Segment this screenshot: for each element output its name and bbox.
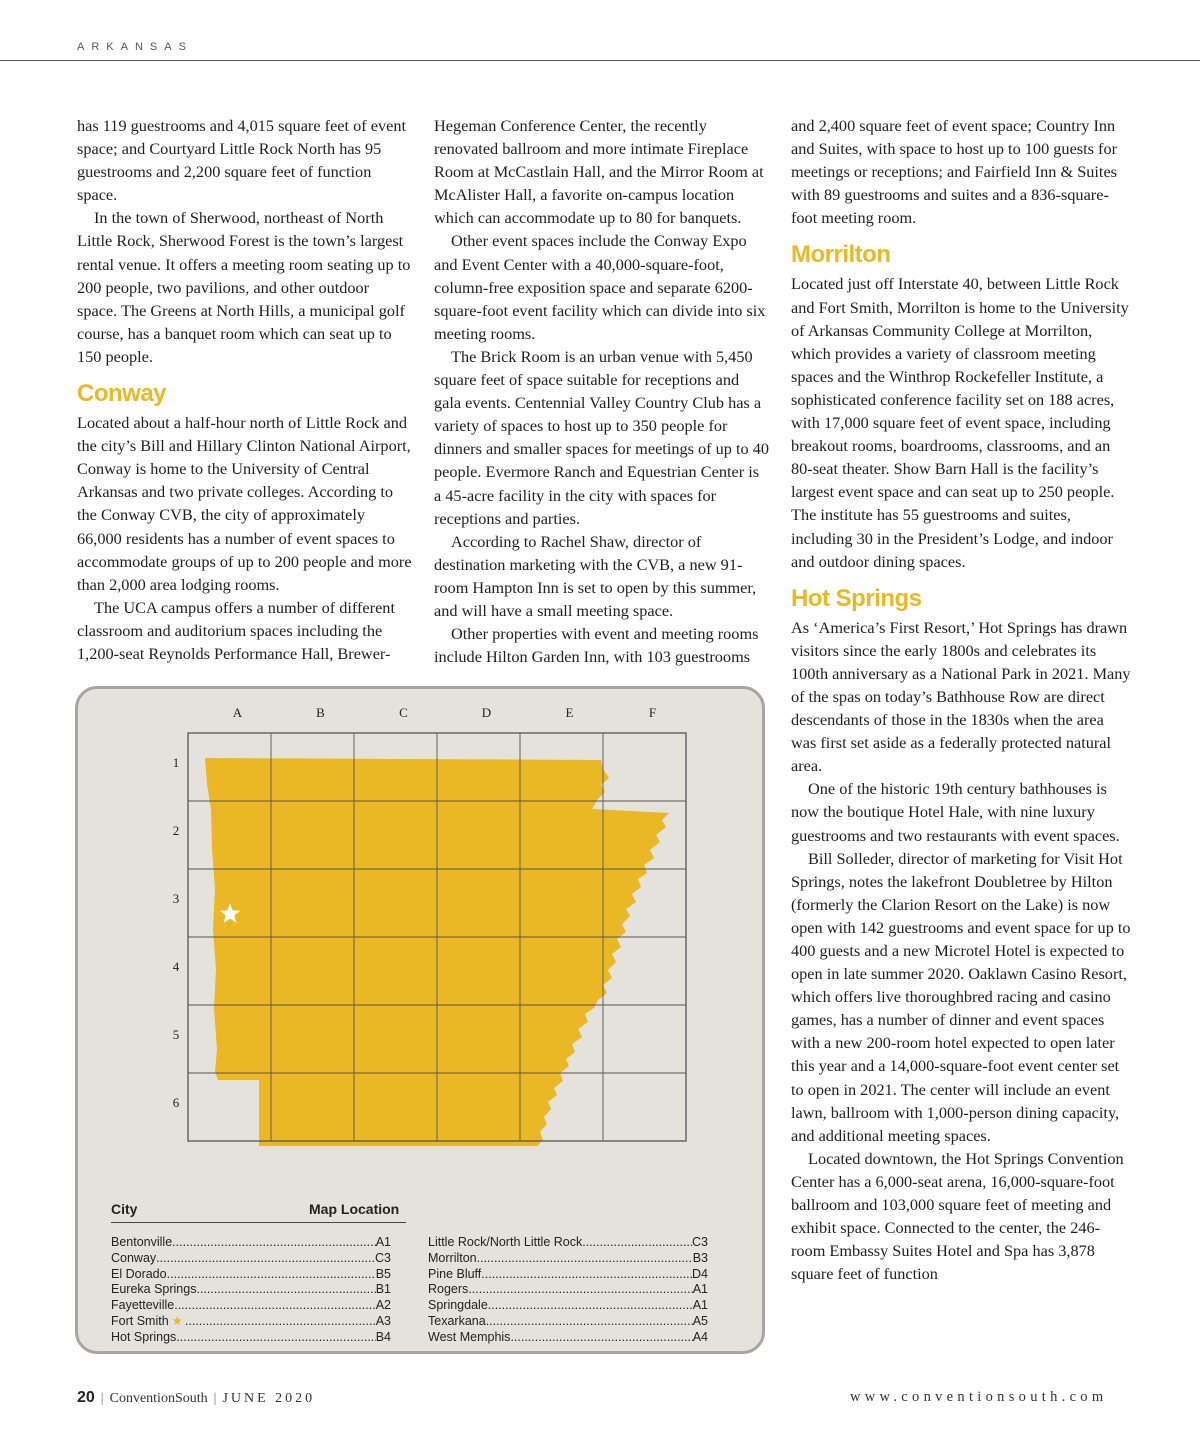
legend-location: A1	[692, 1298, 708, 1313]
website-url: www.conventionsouth.com	[850, 1389, 1108, 1405]
issue-date: JUNE 2020	[222, 1391, 316, 1406]
leader-dots	[176, 1330, 375, 1346]
map-row-label: 1	[172, 755, 180, 770]
map-row-label: 4	[172, 959, 180, 974]
legend-row	[111, 1298, 391, 1314]
legend-location: A4	[692, 1329, 708, 1344]
paragraph: has 119 guestrooms and 4,015 square feet of event space; and Courtyard Little Rock North has 95 guestrooms and 2,200 square feet of function space.	[77, 116, 407, 205]
map-column-label: E	[565, 705, 574, 720]
section-heading-morrilton: Morrilton	[791, 241, 891, 269]
legend-header-location: Map Location	[309, 1201, 400, 1217]
page-number: 20	[77, 1389, 95, 1406]
legend-location: A3	[375, 1313, 391, 1328]
map-column-label: F	[648, 705, 657, 720]
legend-location: C3	[692, 1235, 708, 1249]
legend-divider	[111, 1222, 406, 1223]
legend-location: A5	[692, 1313, 708, 1328]
page-header	[0, 0, 1200, 61]
map-row-label: 3	[172, 891, 180, 906]
paragraph: The UCA campus offers a number of different classroom and auditorium spaces including the 1,200-seat Reynolds Performance Hall, Brewer-	[77, 597, 395, 663]
legend-row	[428, 1235, 708, 1251]
legend-row	[428, 1314, 708, 1330]
legend-row	[111, 1251, 391, 1267]
legend-city: West Memphis	[428, 1329, 511, 1344]
arkansas-map-panel	[75, 686, 765, 1354]
legend-city: El Dorado	[111, 1266, 167, 1281]
footer-separator: |	[213, 1391, 217, 1406]
paragraph: Located downtown, the Hot Springs Convention Center has a 6,000-seat arena, 16,000-square-foot ballroom and 103,000 square feet of meeting and exhibit space. Connected to the center, the 246-room Embassy Suites Hotel and Spa has 3,878 square feet of function	[791, 1148, 1124, 1284]
map-column-label: C	[399, 705, 408, 720]
leader-dots	[486, 1314, 693, 1330]
legend-row	[428, 1298, 708, 1314]
legend-location: B5	[375, 1266, 391, 1281]
magazine-name: ConventionSouth	[109, 1391, 208, 1406]
paragraph: Hegeman Conference Center, the recently renovated ballroom and more intimate Fireplace Room at McCastlain Hall, and the Mirror Room at McAlister Hall, a favorite on-campus location which can accommodate up to 80 for banquets.	[434, 116, 764, 228]
article-column-2	[434, 114, 770, 668]
paragraph: Other event spaces include the Conway Expo and Event Center with a 40,000-square-foot, column-free exposition space and separate 6200-square-foot event facility which can divide into six meeting rooms.	[434, 231, 766, 343]
legend-row	[111, 1235, 391, 1251]
legend-city: Conway	[111, 1250, 157, 1265]
page-footer	[77, 1389, 315, 1407]
legend-location: A2	[375, 1298, 391, 1313]
legend-list-right	[428, 1235, 708, 1346]
leader-dots	[172, 1235, 376, 1251]
leader-dots	[196, 1282, 375, 1298]
leader-dots	[174, 1298, 375, 1314]
paragraph: Located about a half-hour north of Little Rock and the city’s Bill and Hillary Clinton National Airport, Conway is home to the University of Central Arkansas and two private colleges. According to the Conway CVB, the city of approximately 66,000 residents has a number of event spaces to accommodate groups of up to 200 people and more than 2,000 area lodging rooms.	[77, 413, 412, 594]
legend-city: Morrilton	[428, 1250, 477, 1265]
legend-row	[111, 1330, 391, 1346]
footer-separator: |	[100, 1391, 104, 1406]
section-label: ARKANSAS	[77, 41, 193, 53]
legend-list-left	[111, 1235, 391, 1346]
leader-dots	[481, 1267, 692, 1283]
article-column-3	[791, 114, 1131, 1285]
legend-row	[111, 1314, 391, 1330]
legend-location: C3	[375, 1250, 391, 1265]
legend-location: B1	[375, 1282, 391, 1297]
paragraph: Bill Solleder, director of marketing for Visit Hot Springs, notes the lakefront Doubletree by Hilton (formerly the Clarion Resort on the Lake) is now open with 142 guestrooms and event space for up to 400 guests and a new Microtel Hotel is expected to open in late summer 2020. Oaklawn Casino Resort, which offers live thoroughbred racing and casino games, has a number of dinner and event spaces with a new 200-room hotel expected to open later this year and a 14,000-square-foot event center set to open in 2021. The center will include an event lawn, ballroom with 1,000-person dining capacity, and additional meeting spaces.	[791, 848, 1131, 1145]
legend-row	[428, 1267, 708, 1283]
legend-city: Pine Bluff	[428, 1266, 482, 1281]
legend-header-city: City	[111, 1201, 138, 1217]
legend-location: B3	[692, 1250, 708, 1265]
legend-city: Hot Springs	[111, 1329, 177, 1344]
paragraph: The Brick Room is an urban venue with 5,450 square feet of space suitable for receptions and gala events. Centennial Valley Country Club has a variety of spaces to host up to 350 people for dinners and smaller spaces for meetings of up to 40 people. Evermore Ranch and Equestrian Center is a 45-acre facility in the city with spaces for receptions and parties.	[434, 346, 770, 528]
map-row-label: 2	[172, 823, 180, 838]
legend-city: Fort Smith	[111, 1313, 169, 1328]
legend-row	[111, 1267, 391, 1283]
legend-location: A1	[375, 1235, 391, 1249]
paragraph: According to Rachel Shaw, director of destination marketing with the CVB, a new 91-room Hampton Inn is set to open by this summer, and will have a small meeting space.	[434, 531, 757, 620]
paragraph: One of the historic 19th century bathhouses is now the boutique Hotel Hale, with nine luxury guestrooms and two restaurants with event spaces.	[791, 779, 1120, 845]
legend-row	[111, 1282, 391, 1298]
section-heading-conway: Conway	[77, 380, 167, 408]
leader-dots	[156, 1251, 375, 1267]
legend-city: Bentonville	[111, 1235, 173, 1249]
legend-city: Fayetteville	[111, 1298, 175, 1313]
map-column-label: A	[232, 705, 243, 720]
legend-city: Eureka Springs	[111, 1282, 197, 1297]
legend-city: Rogers	[428, 1282, 469, 1297]
article-column-1	[77, 114, 413, 665]
legend-location: A1	[692, 1282, 708, 1297]
star-icon: ★	[171, 1313, 183, 1328]
paragraph: In the town of Sherwood, northeast of North Little Rock, Sherwood Forest is the town’s largest rental venue. It offers a meeting room seating up to 200 people, two pavilions, and other outdoor space. The Greens at North Hills, a municipal golf course, has a banquet room which can seat up to 150 people.	[77, 208, 411, 366]
map-row-label: 5	[172, 1027, 180, 1042]
legend-row	[428, 1330, 708, 1346]
paragraph: As ‘America’s First Resort,’ Hot Springs has drawn visitors since the early 1800s and celebrates its 100th anniversary as a National Park in 2021. Many of the spas on today’s Bathhouse Row are direct descendants of those in the 1830s when the area was first set aside as a federally protected natural area.	[791, 617, 1131, 776]
legend-city: Little Rock/North Little Rock	[428, 1235, 583, 1249]
paragraph: and 2,400 square feet of event space; Country Inn and Suites, with space to host up to 100 guests for meetings or receptions; and Fairfield Inn & Suites with 89 guestrooms and suites and a 836-square-foot meeting room.	[791, 116, 1118, 228]
legend-location: D4	[692, 1266, 708, 1281]
leader-dots	[510, 1330, 692, 1346]
leader-dots	[167, 1267, 376, 1283]
legend-row	[428, 1282, 708, 1298]
map-row-label: 6	[172, 1095, 180, 1110]
legend-row	[428, 1251, 708, 1267]
legend-city: Texarkana	[428, 1313, 486, 1328]
legend-city: Springdale	[428, 1298, 488, 1313]
legend-location: B4	[375, 1329, 391, 1344]
leader-dots	[488, 1298, 693, 1314]
leader-dots	[185, 1314, 376, 1330]
leader-dots	[477, 1251, 693, 1267]
leader-dots	[582, 1235, 692, 1251]
map-column-label: D	[481, 705, 492, 720]
leader-dots	[468, 1282, 692, 1298]
map-column-label: B	[316, 705, 325, 720]
paragraph: Located just off Interstate 40, between Little Rock and Fort Smith, Morrilton is home to the University of Arkansas Community College at Morrilton, which provides a variety of classroom meeting spaces and the Winthrop Rockefeller Institute, a sophisticated conference facility set on 188 acres, with 17,000 square feet of event space, including breakout rooms, boardrooms, classrooms, and an 80-seat theater. Show Barn Hall is the facility’s largest event space and can seat up to 250 people. The institute has 55 guestrooms and suites, including 30 in the President’s Lodge, and indoor and outdoor dining spaces.	[791, 274, 1129, 571]
section-heading-hot-springs: Hot Springs	[791, 584, 922, 612]
paragraph: Other properties with event and meeting rooms include Hilton Garden Inn, with 103 guestrooms	[434, 624, 759, 667]
